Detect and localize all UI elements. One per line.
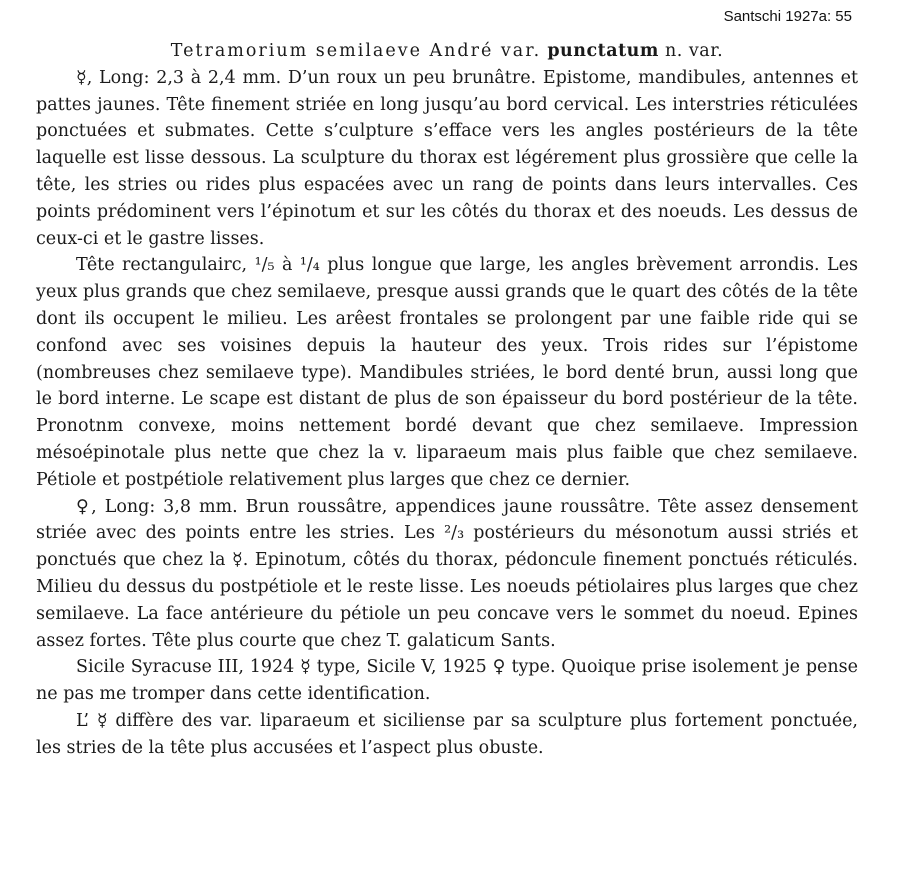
species-title bbox=[36, 38, 858, 65]
citation-label: Santschi 1927a: 55 bbox=[723, 8, 852, 25]
paragraph-comparison: L’ ☿ diffère des var. liparaeum et siciliense par sa sculpture plus fortement ponctuée, les stries de la tête plus accusées et l’aspect plus obuste. bbox=[36, 710, 858, 758]
paragraph-head-description: Tête rectangulairc, ¹/₅ à ¹/₄ plus longue que large, les angles brèvement arrondis. Les yeux plus grands que chez semilaeve, presque aussi grands que le quart des côtés de la tête dont ils occupent le milieu. Les arêest frontales se prolongent par une faible ride qui se confond avec ses voisines depuis la hauteur des yeux. Trois rides sur l’épistome (nombreuses chez semilaeve type). Mandibules striées, le bord denté brun, aussi long que le bord interne. Le scape est distant de plus de son épaisseur du bord postérieur de la tête. Pronotnm convexe, moins nettement bordé devant que chez semilaeve. Impression mésoépinotale plus nette que chez la v. liparaeum mais plus faible que chez semilaeve. Pétiole et postpétiole relativement plus larges que chez ce dernier. bbox=[36, 255, 858, 490]
title-species-name: Tetramorium semilaeve André var. bbox=[170, 41, 542, 61]
title-variety-note: n. var. bbox=[664, 41, 724, 61]
paragraph-locality: Sicile Syracuse III, 1924 ☿ type, Sicile V, 1925 ♀ type. Quoique prise isolement je pense ne pas me tromper dans cette identification. bbox=[36, 657, 858, 705]
paragraph-worker-description: ☿, Long: 2,3 à 2,4 mm. D’un roux un peu brunâtre. Epistome, mandibules, antennes et pattes jaunes. Tête finement striée en long jusqu’au bord cervical. Les interstries réticulées ponctuées et submates. Cette s’culpture s’efface vers les angles postérieurs de la tête laquelle est lisse dessous. La sculpture du thorax est légérement plus grossière que celle la tête, les stries ou rides plus espacées avec un rang de points dans leurs intervalles. Ces points prédominent vers l’épinotum et sur les côtés du thorax et des noeuds. Les dessus de ceux-ci et le gastre lisses. bbox=[36, 67, 858, 249]
document-page bbox=[36, 38, 858, 762]
paragraph-queen-description: ♀, Long: 3,8 mm. Brun roussâtre, appendices jaune roussâtre. Tête assez densement striée avec des points entre les stries. Les ²/₃ postérieurs du mésonotum aussi striés et ponctués que chez la ☿. Epinotum, côtés du thorax, pédoncule finement ponctués réticulés. Milieu du dessus du postpétiole et le reste lisse. Les noeuds pétiolaires plus larges que chez semilaeve. La face antérieure du pétiole un peu concave vers le sommet du noeud. Epines assez fortes. Tête plus courte que chez T. galaticum Sants. bbox=[36, 496, 858, 651]
title-variety-name: punctatum bbox=[547, 41, 659, 61]
